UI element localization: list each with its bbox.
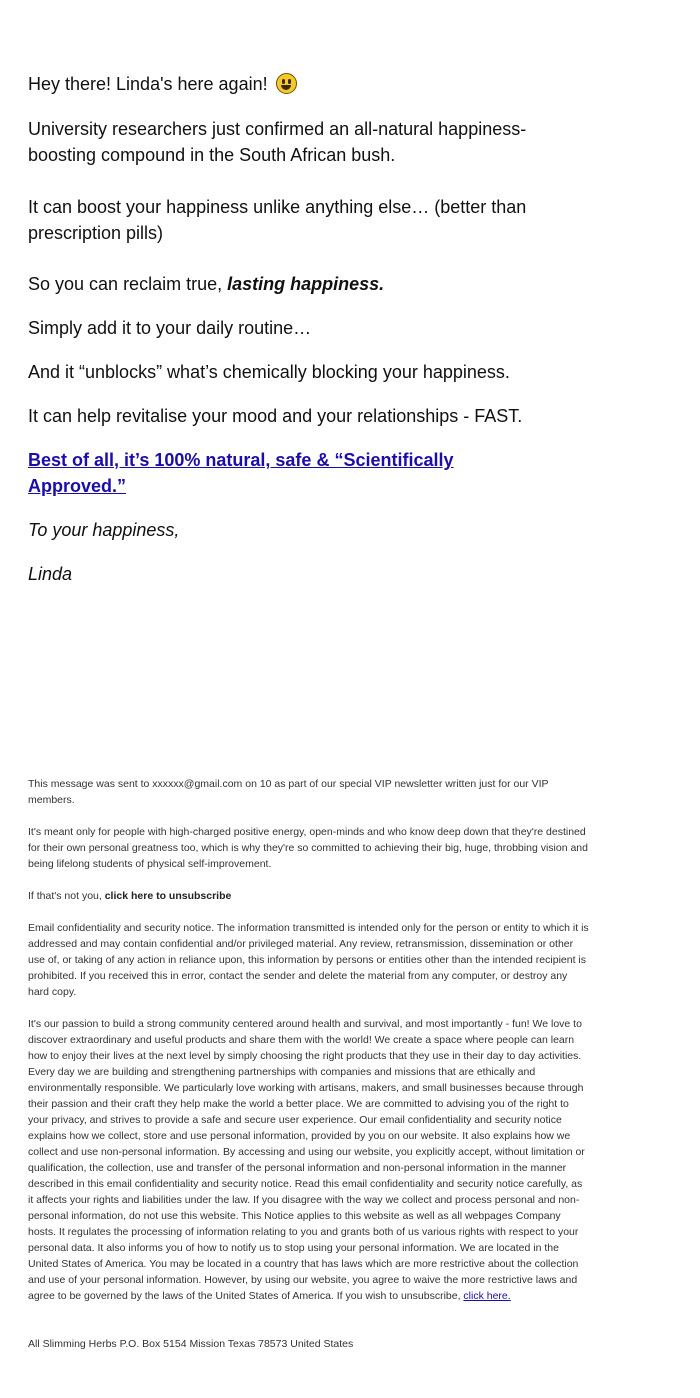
body-paragraph-6: It can help revitalise your mood and your relationships - FAST. (28, 406, 523, 426)
greeting-text: Hey there! Linda's here again! (28, 74, 268, 94)
cta-link[interactable]: Best of all, it’s 100% natural, safe & “Scientifically Approved.” (28, 450, 454, 496)
body-paragraph-5: And it “unblocks” what’s chemically blocking your happiness. (28, 362, 510, 382)
unsubscribe-link[interactable]: click here to unsubscribe (104, 890, 232, 902)
signature: Linda (28, 564, 73, 584)
about-unsubscribe-link[interactable]: click here. (463, 1290, 511, 1302)
greeting (28, 71, 548, 97)
postal-address: All Slimming Herbs P.O. Box 5154 Mission Texas 78573 United States (28, 1338, 354, 1350)
confidentiality-notice (28, 920, 590, 1000)
about-text: It's our passion to build a strong community centered around health and survival, and most importantly - fun! We love to discover extraordinary and useful products and share them with the world! We create a space where people can learn how to enjoy their lives at the next level by simply choosing the right products that they use in their day to day activities. Every day we are building and strengthening partnerships with companies and missions that are ethically and environmentally responsible. We particularly love working with artisans, makers, and small businesses because through their passion and their craft they help make the world a better place. We are committed to advising you of the right to your privacy, and strives to provide a safe and secure user experience. Our email confidentiality and security notice explains how we collect, store and use personal information, provided by you on our website. It also explains how we collect and use non-personal information. By accessing and using our website, you explicitly accept, without limitation or qualification, the collection, use and transfer of the personal information and non-personal information in the manner described in this email confidentiality and security notice. Read this email confidentiality and security notice carefully, as it affects your rights and liabilities under the law. If you disagree with the way we collect and process personal and non-personal information, do not use this website. This Notice applies to this website as well as all webpages Company hosts. It regulates the processing of information relating to you and grants both of us various rights with respect to your personal data. It also informs you of how to notify us to stop using your personal information. We are located in the United States of America. You may be located in a country that has laws which are more restrictive about the collection and use of your personal information. However, by using our website, you agree to waive the more restrictive laws and agree to be governed by the laws of the United States of America. If you wish to unsubscribe, (28, 1018, 585, 1302)
audience-notice: It's meant only for people with high-charged positive energy, open-minds and who know deep down that they're destined for their own personal greatness too, which is why they're so committed to achieving their big, huge, throbbing vision and being lifelong students of physical self-improvement. (28, 826, 588, 870)
confidentiality-body: . The information transmitted is intended only for the person or entity to which it is addressed and may contain confidential and/or privileged material. Any review, retransmission, dissemination or other use of, or taking of any action in reliance upon, this information by persons or entities other than the intended recipient is prohibited. If you received this in error, contact the sender and delete the material from any computer, or destroy any hard copy. (28, 922, 589, 998)
signoff: To your happiness, (28, 520, 180, 540)
sent-notice: This message was sent to xxxxxx@gmail.com on 10 as part of our special VIP newsletter written just for our VIP members. (28, 778, 549, 806)
confidentiality-title: Email confidentiality and security notice (28, 922, 212, 934)
cta-paragraph (28, 447, 468, 499)
about-notice (28, 1016, 590, 1304)
body-paragraph-4: Simply add it to your daily routine… (28, 318, 312, 338)
paragraph-3-text: So you can reclaim true, (28, 274, 228, 294)
unsubscribe-prefix: If that's not you, (28, 890, 105, 902)
unsubscribe-line (28, 888, 590, 904)
body-paragraph-3 (28, 271, 548, 297)
grinning-face-icon (276, 73, 297, 94)
body-paragraph-2: It can boost your happiness unlike anything else… (better than prescription pills) (28, 197, 527, 243)
lasting-happiness-emphasis: lasting happiness. (227, 274, 385, 294)
body-paragraph-1: University researchers just confirmed an all-natural happiness-boosting compound in the South African bush. (28, 119, 527, 165)
